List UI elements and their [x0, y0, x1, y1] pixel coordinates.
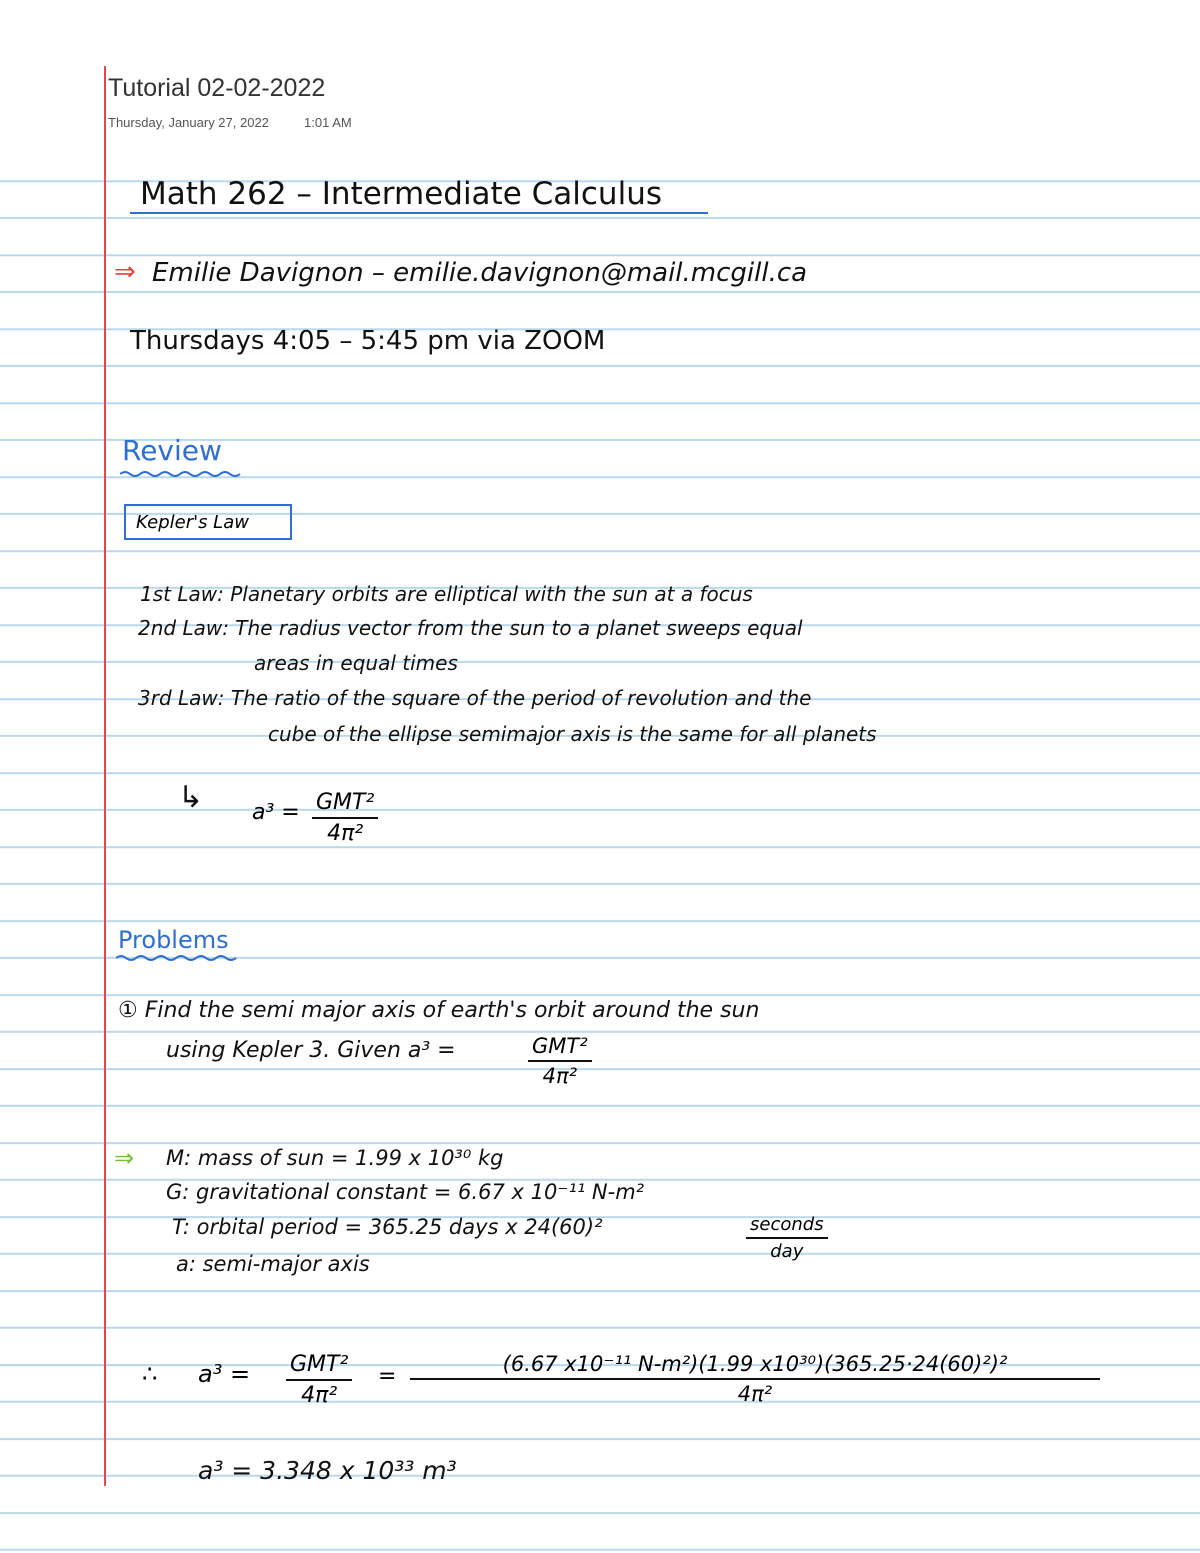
law-2: 2nd Law: The radius vector from the sun to a planet sweeps equal — [138, 616, 803, 640]
formula-fraction — [312, 790, 378, 846]
solution-fraction-2-den: 4π² — [737, 1382, 773, 1406]
page-title: Tutorial 02-02-2022 — [108, 74, 326, 102]
formula-numerator: GMT² — [312, 790, 378, 819]
course-title: Math 262 – Intermediate Calculus — [140, 176, 662, 212]
solution-fraction-1-num: GMT² — [286, 1352, 352, 1381]
problem-1-denominator: 4π² — [542, 1064, 578, 1088]
keplers-law-label: Kepler's Law — [136, 512, 249, 533]
instructor-info: Emilie Davignon – emilie.davignon@mail.mcgill.ca — [152, 258, 808, 288]
formula-lhs: a³ = — [252, 800, 300, 825]
solution-fraction-1 — [286, 1352, 352, 1408]
var-semi-major-axis: a: semi-major axis — [176, 1252, 370, 1276]
solution-lhs: a³ = — [198, 1360, 251, 1388]
var-orbital-period: T: orbital period = 365.25 days x 24(60)² — [172, 1215, 603, 1239]
solution-result: a³ = 3.348 x 10³³ m³ — [198, 1456, 457, 1485]
problems-heading: Problems — [118, 926, 229, 954]
day-label: day — [770, 1241, 804, 1262]
course-title-underline — [130, 212, 708, 214]
problem-1-given: using Kepler 3. Given a³ = — [166, 1038, 456, 1063]
hook-arrow-icon: ↳ — [178, 780, 204, 815]
problem-1-numerator: GMT² — [528, 1034, 592, 1062]
solution-fraction-2 — [410, 1352, 1100, 1406]
law-3: 3rd Law: The ratio of the square of the period of revolution and the — [138, 686, 812, 710]
review-squiggle — [120, 470, 244, 478]
problem-1-text: ① Find the semi major axis of earth's orbit around the sun — [118, 998, 760, 1023]
seconds-per-day-fraction — [746, 1214, 828, 1262]
solution-equals: = — [378, 1364, 397, 1389]
page-date: Thursday, January 27, 2022 — [108, 115, 269, 130]
law-1: 1st Law: Planetary orbits are elliptical with the sun at a focus — [140, 582, 753, 606]
therefore-symbol: ∴ — [142, 1360, 158, 1388]
schedule-info: Thursdays 4:05 – 5:45 pm via ZOOM — [130, 326, 606, 356]
formula-denominator: 4π² — [327, 821, 364, 846]
solution-fraction-2-num: (6.67 x10⁻¹¹ N-m²)(1.99 x10³⁰)(365.25·24(60)²)² — [410, 1352, 1100, 1380]
law-3-cont: cube of the ellipse semimajor axis is the same for all planets — [268, 722, 877, 746]
review-heading: Review — [122, 434, 222, 467]
var-mass-of-sun: M: mass of sun = 1.99 x 10³⁰ kg — [166, 1146, 504, 1170]
problems-squiggle — [116, 954, 238, 962]
page-time: 1:01 AM — [304, 115, 352, 130]
arrow-icon: ⇒ — [114, 1145, 135, 1172]
keplers-law-box — [124, 504, 292, 540]
var-grav-constant: G: gravitational constant = 6.67 x 10⁻¹¹ N-m² — [166, 1180, 645, 1204]
seconds-label: seconds — [746, 1214, 828, 1239]
problem-1-fraction — [528, 1034, 592, 1088]
arrow-icon: ⇒ — [114, 256, 136, 286]
law-2-cont: areas in equal times — [254, 651, 458, 675]
margin-line — [104, 66, 106, 1486]
solution-fraction-1-den: 4π² — [301, 1383, 338, 1408]
